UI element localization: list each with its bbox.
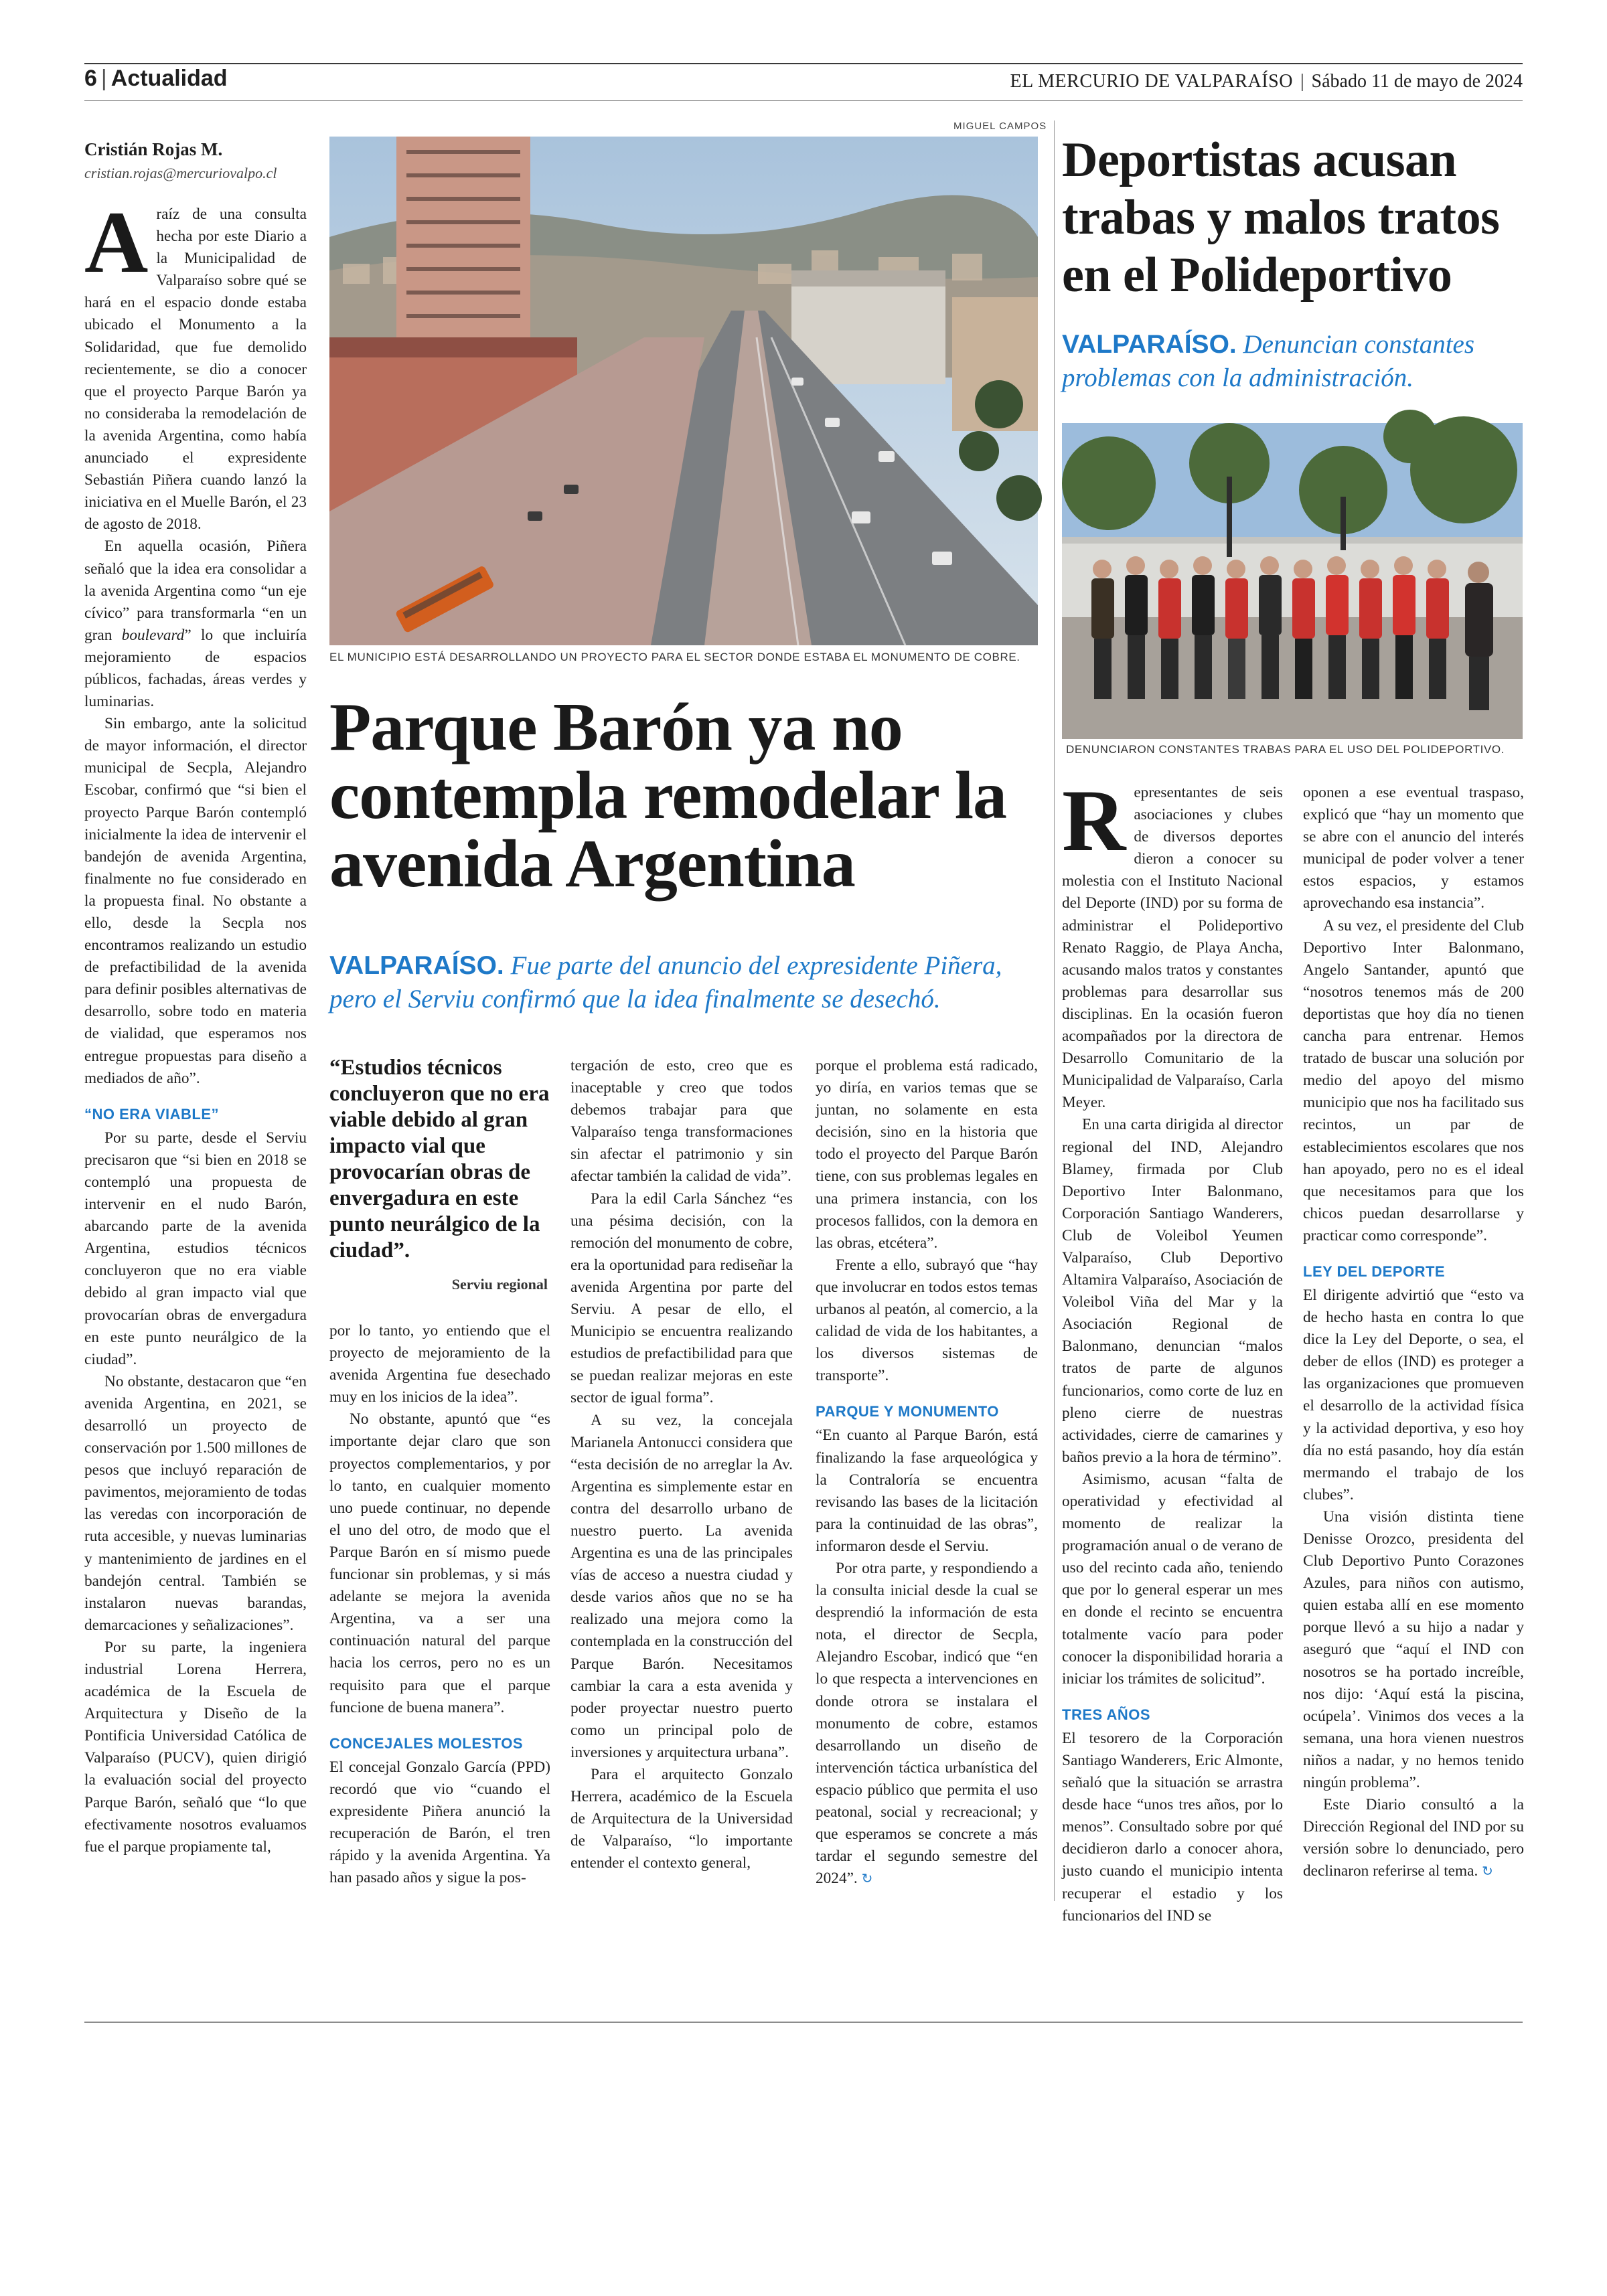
pull-quote: “Estudios técnicos concluyeron que no era viable debido al gran impacto vial que provocarían obras de envergadura en este punto neurálgico de la ciudad”. bbox=[329, 1056, 550, 1262]
main-paragraph: porque el problema está radicado, yo diría, en varios temas que se juntan, no solamente en esta decisión, sino en la historia que todo el proyecto del Parque Barón tiene, con sus problemas legales en una primera instancia, con los procesos fallidos, con la demora en las obras, etcétera”. bbox=[816, 1057, 1038, 1252]
side-end-mark-icon: ↻ bbox=[1482, 1863, 1493, 1880]
section-name: Actualidad bbox=[110, 66, 228, 91]
main-paragraph: A su vez, la concejala Marianela Antonucci considera que “esta decisión de no arreglar la Av. Argentina es simplemente estar en contra del desarrollo urbano de nuestro puerto. La avenida Argentina es una de las principales vías de acceso a nuestra ciudad y desde varios años que no se ha realizado una mejora como la contemplada en la construcción del Parque Barón. Necesitamos cambiar la cara a esta avenida y poder proyectar nuestro puerto como un principal polo de inversiones y arquitectura urbana”. bbox=[570, 1411, 793, 1761]
side-photo-caption: DENUNCIARON CONSTANTES TRABAS PARA EL USO DEL POLIDEPORTIVO. bbox=[1066, 743, 1505, 756]
main-paragraph: tergación de esto, creo que es inaceptable y creo que todos debemos trabajar para que Valparaíso tenga transformaciones sin afectar el patrimonio y sin afectar también la calidad de vida”. bbox=[570, 1057, 793, 1185]
main-dek bbox=[329, 949, 1053, 1016]
author-email: cristian.rojas@mercuriovalpo.cl bbox=[84, 165, 277, 181]
main-dek-text: Fue parte del anuncio del expresidente Piñera, pero el Serviu confirmó que la idea finalmente se desechó. bbox=[329, 951, 1002, 1013]
main-end-mark-icon: ↻ bbox=[861, 1870, 873, 1887]
side-column-2 bbox=[1303, 782, 1524, 1904]
main-paragraph: El concejal Gonzalo García (PPD) recordó que vio “cuando el expresidente Piñera anunció la recuperación de Barón, el tren rápido y la avenida Argentina. Ya han pasado años y sigue la pos- bbox=[329, 1758, 550, 1887]
newspaper-name: EL MERCURIO DE VALPARAÍSO bbox=[1010, 71, 1293, 92]
side-dropcap: R bbox=[1062, 771, 1126, 870]
subhead-concejales: CONCEJALES MOLESTOS bbox=[329, 1734, 524, 1752]
main-paragraph: por lo tanto, yo entiendo que el proyecto de mejoramiento de la avenida Argentina fue desechado muy en los inicios de la idea”. bbox=[329, 1322, 550, 1406]
side-photo bbox=[1062, 423, 1523, 739]
side-paragraph: A su vez, el presidente del Club Deportivo Inter Balonmano, Angelo Santander, apuntó que “nosotros tenemos más de 200 deportistas que hoy día no tienen cancha para entrenar. Hemos tratado de buscar una solución por medio del apoyo del mismo municipio que nos ha facilitado sus recintos, un par de establecimientos escolares que nos han apoyado, pero no es el ideal que necesitamos para que los chicos puedan desarrollarse y practicar como corresponde”. bbox=[1303, 916, 1524, 1244]
side-headline: Deportistas acusan trabas y malos tratos en el Polideportivo bbox=[1062, 133, 1500, 303]
side-paragraph: Una visión distinta tiene Denisse Orozco, presidenta del Club Deportivo Punto Corazones Azules, para niños con autismo, quien estaba allí en ese momento porque llevó a su hijo a nadar y aseguró que “aquí el IND con nosotros se ha portado increíble, nos dijo: ‘Aquí está la piscina, ocúpela’. Vinimos dos veces a la semana, una hora vienen nuestros niños a nadar, y no hemos tenido ningún problema”. bbox=[1303, 1507, 1524, 1792]
main-headline: Parque Barón ya no contempla remodelar la avenida Argentina bbox=[329, 689, 1007, 902]
main-dropcap: A bbox=[84, 193, 149, 291]
group-photo-illustration bbox=[1062, 423, 1523, 739]
main-paragraph: Por su parte, la ingeniera industrial Lorena Herrera, académica de la Escuela de Arquitectura y Diseño de la Pontificia Universidad Católica de Valparaíso (PUCV), quien dirigió la evaluación social del proyecto Parque Barón, señaló que “lo que efectivamente nosotros evaluamos fue el parque propiamente tal, bbox=[84, 1638, 307, 1856]
main-photo-caption: EL MUNICIPIO ESTÁ DESARROLLANDO UN PROYECTO PARA EL SECTOR DONDE ESTABA EL MONUMENTO DE COBRE. bbox=[329, 651, 1020, 663]
masthead-info: EL MERCURIO DE VALPARAÍSO | Sábado 11 de mayo de 2024 bbox=[1010, 71, 1523, 92]
side-paragraph: oponen a ese eventual traspaso, explicó que “hay un momento que se abre con el anuncio del interés municipal de poder volver a tener estos espacios, y estamos aprovechando esa instancia”. bbox=[1303, 784, 1524, 912]
main-paragraph: Por otra parte, y respondiendo a la consulta inicial desde la cual se desprendió la información de esta nota, el director de Secpla, Alejandro Escobar, indicó que “en lo que respecta a intervenciones en donde otrora se instalara el monumento de cobre, estamos desarrollando un diseño de intervención táctica urbanística del espacio público que permita el uso peatonal, social y recreacional; y que esperamos se concrete a más tardar el segundo semestre del 2024”. ↻ bbox=[816, 1559, 1038, 1888]
page-bottom-rule bbox=[84, 2022, 1523, 2023]
main-column-3 bbox=[570, 1055, 793, 1904]
photo-credit: MIGUEL CAMPOS bbox=[953, 120, 1047, 132]
main-paragraph: Para el arquitecto Gonzalo Herrera, académico de la Escuela de Arquitectura de la Universidad de Valparaíso, “lo importante entender el contexto general, bbox=[570, 1766, 793, 1872]
article-divider bbox=[1054, 120, 1055, 1901]
header-top-rule bbox=[84, 63, 1523, 64]
side-dek bbox=[1062, 328, 1524, 395]
main-paragraph: En aquella ocasión, Piñera señaló que la idea era consolidar a la avenida Argentina como “un eje cívico” para transformarla “en un gran boulevard” lo que incluiría mejoramiento de espacios públicos, fachadas, áreas verdes y luminarias. bbox=[84, 538, 307, 711]
main-paragraph: No obstante, apuntó que “es importante dejar claro que son proyectos complementarios, y por lo tanto, en cualquier momento uno puede continuar, no depende el uno del otro, de modo que el Parque Barón en sí mismo puede funcionar sin problemas, y si más adelante se mejora la avenida Argentina, va a ser una continuación natural del parque hacia los cerros, pero no es un requisito para que el parque funcione de buena manera”. bbox=[329, 1410, 550, 1716]
main-paragraph: “En cuanto al Parque Barón, está finalizando la fase arqueológica y la Contraloría se encuentra revisando las bases de la licitación para la continuidad de las obras”, informaron desde el Serviu. bbox=[816, 1426, 1038, 1555]
side-dek-text: Denuncian constantes problemas con la administración. bbox=[1062, 330, 1475, 392]
side-paragraph: Asimismo, acusan “falta de operatividad y efectividad al momento de realizar la programación anual o de verano de uso del recinto cada año, teniendo que por lo general esperar un mes en donde el recinto se encuentra totalmente vacío para poder conocer la disponibilidad horaria a iniciar los trámites de solicitud”. bbox=[1062, 1470, 1283, 1688]
main-column-1 bbox=[84, 193, 307, 1904]
side-paragraph: El tesorero de la Corporación Santiago Wanderers, Eric Almonte, señaló que la situación se arrastra desde hace “unos tres años, por lo menos”. Consultado sobre por qué decidieron darlo a conocer ahora, justo cuando el municipio intenta recuperar el estadio y los funcionarios del IND se bbox=[1062, 1729, 1283, 1924]
header-bottom-rule bbox=[84, 100, 1523, 101]
issue-date: Sábado 11 de mayo de 2024 bbox=[1311, 71, 1523, 92]
author-name: Cristián Rojas M. bbox=[84, 139, 223, 159]
main-column-2 bbox=[329, 1320, 550, 1904]
side-dek-location: VALPARAÍSO. bbox=[1062, 330, 1237, 359]
pull-quote-source: Serviu regional bbox=[451, 1276, 548, 1293]
side-paragraph: El dirigente advirtió que “esto va de hecho hasta en contra lo que dice la Ley del Deporte, o sea, el deber de ellos (IND) es proteger a las organizaciones que promueven el desarrollo de la actividad física y la actividad deportiva, y eso hoy día no está pasando, hoy día están mermando el trabajo de los clubes”. bbox=[1303, 1286, 1524, 1503]
page-section-label: 6 | Actualidad bbox=[84, 66, 228, 91]
page-number: 6 bbox=[84, 66, 97, 91]
side-paragraph: En una carta dirigida al director regional del IND, Alejandro Blamey, firmada por Club Deportivo Inter Balonmano, Corporación Santiago Wanderers, Club de Voleibol Yeumen Valparaíso, Club Deportivo Altamira Valparaíso, Asociación de Voleibol Viña del Mar y la Asociación Regional de Balonmano, denuncian “malos tratos de parte de algunos funcionarios, como corte de luz en pleno cierre de nuestras actividades, cierre de camarines y baños previo a la hora de término”. bbox=[1062, 1116, 1283, 1466]
subhead-ley-del-deporte: LEY DEL DEPORTE bbox=[1303, 1262, 1446, 1280]
side-paragraph: Este Diario consultó a la Dirección Regional del IND por su versión sobre lo denunciado, pero declinaron referirse al tema. ↻ bbox=[1303, 1796, 1524, 1880]
main-dek-location: VALPARAÍSO. bbox=[329, 951, 504, 980]
main-paragraph: Para la edil Carla Sánchez “es una pésima decisión, con la remoción del monumento de cobre, era la oportunidad para rediseñar la avenida Argentina por parte del Serviu. A pesar de ello, el Municipio se encuentra realizando estudios de prefactibilidad para que se puedan realizar mejoras en este sector de igual forma”. bbox=[570, 1190, 793, 1407]
main-column-4 bbox=[816, 1055, 1038, 1904]
main-paragraph: Sin embargo, ante la solicitud de mayor información, el director municipal de Secpla, Alejandro Escobar, confirmó que “si bien el proyecto Parque Barón contempló inicialmente la idea de intervenir el bandejón de avenida Argentina, finalmente no fue considerado en la propuesta final. No obstante a ello, desde la Secpla nos encontramos realizando un estudio de prefactibilidad de la avenida para definir posibles alternativas de desarrollo, sobre todo en materia de vialidad, que esperamos nos entregue propuestas para diseño a mediados de año”. bbox=[84, 715, 307, 1087]
main-paragraph: Frente a ello, subrayó que “hay que involucrar en todos estos temas urbanos al peatón, al comercio, a la calidad de vida de los habitantes, a los diversos sistemas de transporte”. bbox=[816, 1256, 1038, 1385]
main-paragraph: No obstante, destacaron que “en avenida Argentina, en 2021, se desarrolló un proyecto de conservación por 1.500 millones de pesos que incluyó reparación de pavimentos, mejoramiento de todas las veredas con incorporación de ruta accesible, y nuevas luminarias y mantenimiento de jardines en el bandejón central. También se instalaron nuevas barandas, demarcaciones y señalizaciones”. bbox=[84, 1372, 307, 1634]
main-paragraph: raíz de una consulta hecha por este Diario a la Municipalidad de Valparaíso sobre qué se hará en el espacio donde estaba ubicado el Monumento a la Solidaridad, que fue demolido recientemente, se dio a conocer que el proyecto Parque Barón ya no consideraba la remodelación de la avenida Argentina, como había anunciado el expresidente Sebastián Piñera cuando lanzó la iniciativa en el Muelle Barón, el 23 de agosto de 2018. bbox=[84, 206, 307, 534]
subhead-no-era-viable: “NO ERA VIABLE” bbox=[84, 1105, 220, 1123]
subhead-parque-monumento: PARQUE Y MONUMENTO bbox=[816, 1403, 999, 1420]
main-photo bbox=[329, 137, 1038, 645]
side-column-1 bbox=[1062, 771, 1283, 1924]
subhead-tres-anos: TRES AÑOS bbox=[1062, 1706, 1151, 1723]
avenue-aerial-illustration bbox=[329, 137, 1038, 645]
main-paragraph: Por su parte, desde el Serviu precisaron que “si bien en 2018 se contempló una propuesta de intervenir en el nudo Barón, abarcando parte de la avenida Argentina, estudios técnicos concluyeron que no era viable debido al gran impacto vial que provocarían obras de envergadura en este punto neurálgico de la ciudad”. bbox=[84, 1129, 307, 1368]
side-paragraph: epresentantes de seis asociaciones y clubes de diversos deportes dieron a conocer su molestia con el Instituto Nacional del Deporte (IND) por su forma de administrar el Polideportivo Renato Raggio, de Playa Ancha, acusando malos tratos y constantes problemas para desarrollar sus disciplinas. En la ocasión fueron acompañados por la directora de Desarrollo Comunitario de la Municipalidad de Valparaíso, Carla Meyer. bbox=[1062, 784, 1283, 1112]
